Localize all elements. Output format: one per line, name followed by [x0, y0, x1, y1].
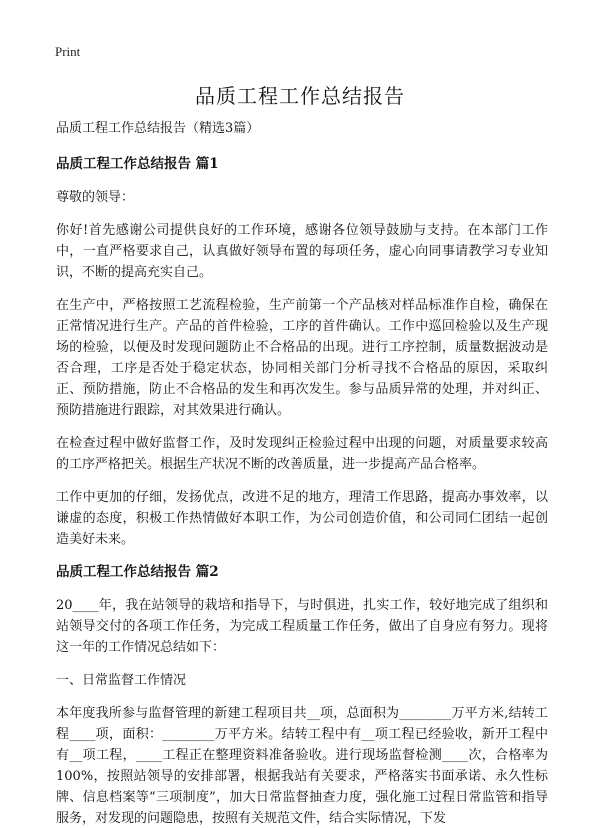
- paragraph: 本年度我所参与监督管理的新建工程项目共__项，总面积为________万平方米,结转工程____项，面积：________万平方米。结转工程中有__项工程已经验收，新开工程中有__项工程，____工程正在整理资料准备验收。进行现场监督检测____次，合格率为100%，按照站领导的安排部署，根据我站有关要求，严格落实书面承诺、永久性标牌、信息档案等“三项制度”，加大日常监督抽查力度，强化施工过程日常监管和指导服务，对发现的问题隐患，按照有关规范文件，结合实际情况，下发: [56, 706, 548, 826]
- paragraph: 在生产中，严格按照工艺流程检验，生产前第一个产品核对样品标准作自检，确保在正常情况进行生产。产品的首件检验，工序的首件确认。工作中巡回检验以及生产现场的检验，以便及时发现问题防止不合格品的出现。进行工序控制，质量数据波动是否合理，工序是否处于稳定状态，协同相关部门分析寻找不合格品的原因，采取纠正、预防措施，防止不合格品的发生和再次发生。参与品质异常的处理，并对纠正、预防措施进行跟踪，对其效果进行确认。: [56, 298, 548, 418]
- paragraph: 20____年，我在站领导的栽培和指导下，与时俱进，扎实工作，较好地完成了组织和站领导交付的各项工作任务，为完成工程质量工作任务，做出了自身应有努力。现将这一年的工作情况总结如下：: [56, 598, 548, 655]
- paragraph: 你好!首先感谢公司提供良好的工作环境，感谢各位领导鼓励与支持。在本部门工作中，一直严格要求自己，认真做好领导布置的每项任务，虚心向同事请教学习专业知识，不断的提高充实自己。: [56, 223, 548, 280]
- paragraph: 工作中更加的仔细，发扬优点，改进不足的地方，理清工作思路，提高办事效率，以谦虚的态度，积极工作热情做好本职工作，为公司创造价值，和公司同仁团结一起创造美好未来。: [56, 490, 548, 547]
- page-title: 品质工程工作总结报告: [195, 84, 405, 108]
- paragraph: 在检查过程中做好监督工作，及时发现纠正检验过程中出现的问题，对质量要求较高的工序严格把关。根据生产状况不断的改善质量，进一步提高产品合格率。: [56, 436, 548, 472]
- section-heading-2: 品质工程工作总结报告 篇2: [56, 564, 219, 580]
- document-body: [56, 118, 548, 828]
- paragraph: 一、日常监督工作情况: [56, 673, 187, 688]
- print-link[interactable]: Print: [55, 44, 81, 59]
- section-heading-1: 品质工程工作总结报告 篇1: [56, 156, 219, 172]
- paragraph: 尊敬的领导：: [56, 190, 135, 205]
- document-subtitle: 品质工程工作总结报告（精选3篇）: [56, 121, 260, 136]
